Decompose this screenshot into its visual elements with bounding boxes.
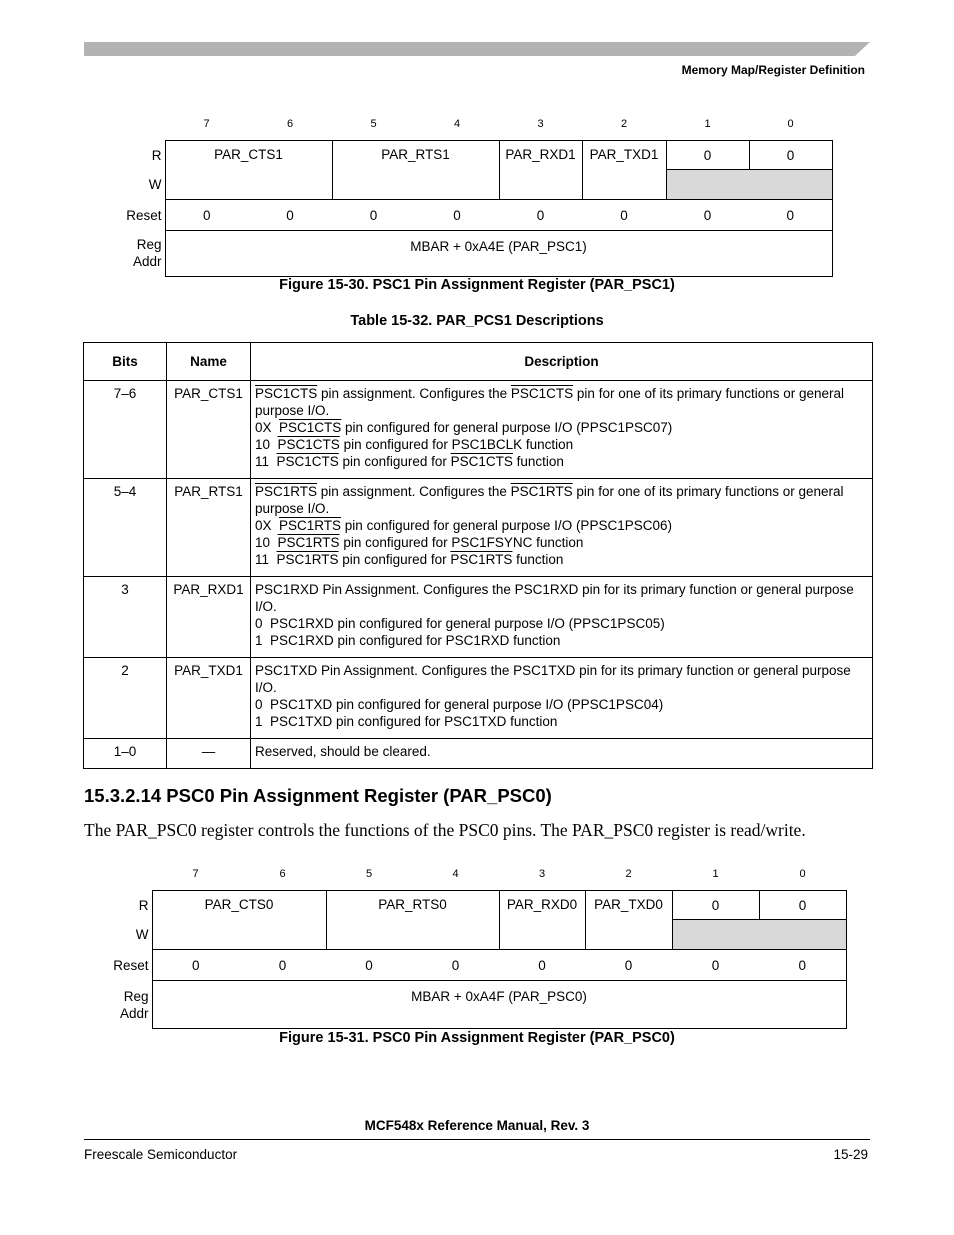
signal-name: PSC1CTS [255,386,318,401]
cell-description [251,577,873,658]
desc-text: pin configured for general purpose I/O (PPSC1PSC06) [341,518,672,533]
bit-number: 3 [538,868,546,880]
cell-description [251,658,873,739]
column-header-description: Description [251,343,873,381]
body-paragraph: The PAR_PSC0 register controls the functions of the PSC0 pins. The PAR_PSC0 register is read/write. [84,820,806,840]
reset-value: 0 [499,950,585,981]
bit-number: 6 [286,118,294,130]
bit-number: 1 [712,868,719,880]
bit-number: 4 [453,118,461,130]
row-label-reg-addr [70,981,152,1029]
signal-name: PSC1CTS [450,454,513,469]
reset-value: 0 [248,200,332,231]
signal-name: PSC1CTS [510,386,574,401]
desc-text: pin assignment. Configures the [317,484,511,499]
option-code: 0X [255,518,280,533]
column-header-name: Name [167,343,251,381]
reset-value: 0 [152,950,239,981]
footer-company: Freescale Semiconductor [84,1147,238,1162]
signal-name: PSC1RTS [276,552,339,567]
bit-number: 7 [192,868,199,880]
field-bit0-read: 0 [759,891,846,920]
desc-text: pin configured for general purpose I/O (PPSC1PSC07) [341,420,673,435]
table-row [84,381,873,479]
cell-name: PAR_CTS1 [167,381,251,479]
signal-name: PSC1RTS [279,518,342,533]
reset-value: 0 [412,950,499,981]
bit-number: 1 [704,118,711,130]
reset-value: 0 [666,200,749,231]
field-par-cts0: PAR_CTS0 [152,891,326,950]
reset-value: 0 [582,200,666,231]
signal-name: PSC1CTS [277,437,340,452]
cell-bits: 7–6 [84,381,167,479]
addr-label: Addr [132,253,162,269]
reset-value: 0 [326,950,412,981]
bit-number: 4 [452,868,459,880]
signal-name: PSC1CTS [276,454,339,469]
desc-option: 0 PSC1RXD pin configured for general purpose I/O (PPSC1PSC05) [255,616,665,631]
addr-label: Addr [119,1005,149,1021]
footer-manual-title: MCF548x Reference Manual, Rev. 3 [364,1118,590,1133]
desc-text: pin configured for PSC1FSYNC function [339,535,584,550]
row-label-reset: Reset [113,957,149,973]
desc-text: pin configured for [338,552,451,567]
reset-value: 0 [239,950,326,981]
reserved-write-shading [666,170,832,200]
cell-name: PAR_RXD1 [167,577,251,658]
cell-bits: 5–4 [84,479,167,577]
desc-text: function [512,552,564,567]
desc-text: PSC1RXD Pin Assignment. Configures the PSC1RXD pin for its primary function or general purpose I/O. [255,582,854,614]
field-par-rxd1: PAR_RXD1 [499,141,582,200]
option-code: 11 [255,552,277,567]
option-code: 10 [255,437,278,452]
row-label-reset: Reset [126,207,162,223]
field-par-rts1: PAR_RTS1 [332,141,499,200]
cell-name: — [167,739,251,769]
field-par-rts0: PAR_RTS0 [326,891,499,950]
field-par-rxd0: PAR_RXD0 [499,891,585,950]
desc-text: pin configured for [338,454,451,469]
row-label-w: W [148,177,162,192]
row-label-reg-addr [83,231,165,277]
cell-bits: 2 [84,658,167,739]
reset-value: 0 [585,950,672,981]
footer-rule [84,1139,870,1140]
row-label-r: R [151,147,162,163]
bit-number: 2 [625,868,632,880]
page-number: 15-29 [833,1147,868,1162]
register-address: MBAR + 0xA4E (PAR_PSC1) [165,231,832,277]
section-heading: 15.3.2.14 PSC0 Pin Assignment Register (PAR_PSC0) [84,785,552,806]
row-label-w: W [135,927,149,942]
cell-description [251,381,873,479]
reserved-write-shading [672,920,846,950]
bit-number: 5 [370,118,377,130]
signal-name: PSC1RTS [255,484,318,499]
reset-value: 0 [749,200,832,231]
field-bit0-read: 0 [749,141,832,170]
desc-text: PSC1TXD Pin Assignment. Configures the PSC1TXD pin for its primary function or general purpose I/O. [255,663,851,695]
field-par-txd1: PAR_TXD1 [582,141,666,200]
register-address: MBAR + 0xA4F (PAR_PSC0) [152,981,846,1029]
bit-number: 5 [365,868,373,880]
reset-value: 0 [759,950,846,981]
row-label-r: R [138,897,149,913]
cell-name: PAR_TXD1 [167,658,251,739]
bit-number: 6 [279,868,286,880]
running-header: Memory Map/Register Definition [681,63,865,77]
desc-text: pin assignment. Configures the [317,386,511,401]
cell-description: Reserved, should be cleared. [251,739,873,769]
signal-name: PSC1RTS [277,535,340,550]
register-diagram-psc1 [83,116,833,277]
reg-label: Reg [136,236,162,252]
option-code: 10 [255,535,278,550]
table-row [84,577,873,658]
field-bit1-read: 0 [672,891,759,920]
signal-name: PSC1RTS [450,552,513,567]
register-diagram-psc0 [70,866,847,1029]
reset-value: 0 [415,200,499,231]
descriptions-table [83,342,873,769]
cell-bits: 1–0 [84,739,167,769]
table-row [84,658,873,739]
signal-name: PSC1RTS [510,484,573,499]
bit-number: 0 [787,118,794,130]
table-caption: Table 15-32. PAR_PCS1 Descriptions [350,313,604,329]
column-header-bits: Bits [84,343,167,381]
cell-description [251,479,873,577]
reg-label: Reg [123,988,149,1004]
bit-number: 3 [537,118,544,130]
desc-text: pin for one of its primary functions or general purpose I/O. [255,484,844,516]
signal-name: PSC1CTS [279,420,342,435]
desc-option: 1 PSC1RXD pin configured for PSC1RXD function [255,633,561,648]
table-row [84,739,873,769]
desc-text: function [512,454,564,469]
desc-option: 0 PSC1TXD pin configured for general purpose I/O (PPSC1PSC04) [255,697,664,712]
field-bit1-read: 0 [666,141,749,170]
reset-value: 0 [165,200,248,231]
field-par-txd0: PAR_TXD0 [585,891,672,950]
desc-text: pin for one of its primary functions or general purpose I/O. [255,386,845,418]
bit-number: 2 [620,118,628,130]
desc-text: pin configured for PSC1BCLK function [339,437,574,452]
table-row [84,479,873,577]
field-par-cts1: PAR_CTS1 [165,141,332,200]
option-code: 11 [255,454,277,469]
bit-number: 7 [203,118,210,130]
reset-value: 0 [672,950,759,981]
cell-name: PAR_RTS1 [167,479,251,577]
reset-value: 0 [499,200,582,231]
figure-caption: Figure 15-31. PSC0 Pin Assignment Register (PAR_PSC0) [279,1030,675,1046]
bit-number: 0 [799,868,806,880]
option-code: 0X [255,420,280,435]
header-bar [84,42,870,56]
cell-bits: 3 [84,577,167,658]
reset-value: 0 [332,200,415,231]
desc-option: 1 PSC1TXD pin configured for PSC1TXD function [255,714,558,729]
figure-caption: Figure 15-30. PSC1 Pin Assignment Register (PAR_PSC1) [279,277,675,293]
